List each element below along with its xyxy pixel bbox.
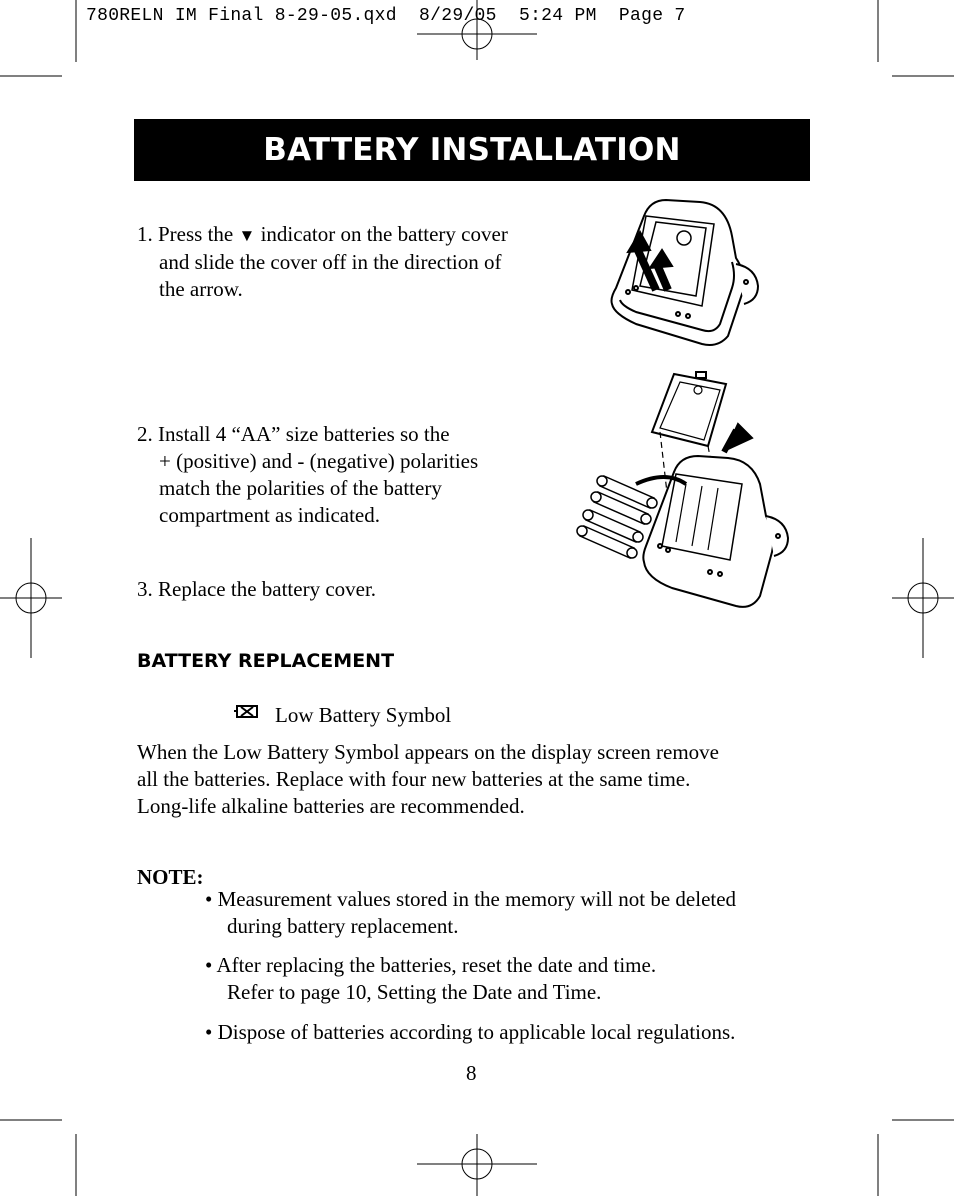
section-heading: BATTERY REPLACEMENT xyxy=(137,650,395,672)
step-3: 3. Replace the battery cover. xyxy=(137,577,377,601)
step-2: 2. Install 4 “AA” size batteries so the + (positive) and - (negative) polarities match the polarities of the battery compartment as indicated. xyxy=(137,422,479,527)
low-battery-label: Low Battery Symbol xyxy=(275,703,452,727)
battery-insertion-illustration xyxy=(576,366,792,612)
low-battery-icon xyxy=(234,703,260,721)
note-label: NOTE: xyxy=(137,865,204,889)
step-number: 2. xyxy=(137,422,153,446)
page-number: 8 xyxy=(466,1061,477,1085)
replacement-paragraph: When the Low Battery Symbol appears on the display screen remove all the batteries. Replace with four new batteries at the same time. Long-life alkaline batteries are recommended. xyxy=(137,740,719,818)
note-bullet: • Dispose of batteries according to applicable local regulations. xyxy=(205,1020,736,1044)
print-slug-line: 780RELN IM Final 8-29-05.qxd 8/29/05 5:24 PM Page 7 xyxy=(86,6,686,26)
step-number: 1. xyxy=(137,222,153,246)
down-triangle-icon: ▼ xyxy=(238,226,256,245)
page-title: BATTERY INSTALLATION xyxy=(134,119,810,181)
step-1: 1. Press the ▼ indicator on the battery cover and slide the cover off in the direction of the arrow. xyxy=(137,222,508,301)
battery-cover-removal-illustration xyxy=(606,196,766,356)
note-bullet: • After replacing the batteries, reset the date and time. Refer to page 10, Setting the Date and Time. xyxy=(205,953,657,1004)
note-bullet: • Measurement values stored in the memory will not be deleted during battery replacement. xyxy=(205,887,737,938)
step-number: 3. xyxy=(137,577,153,601)
